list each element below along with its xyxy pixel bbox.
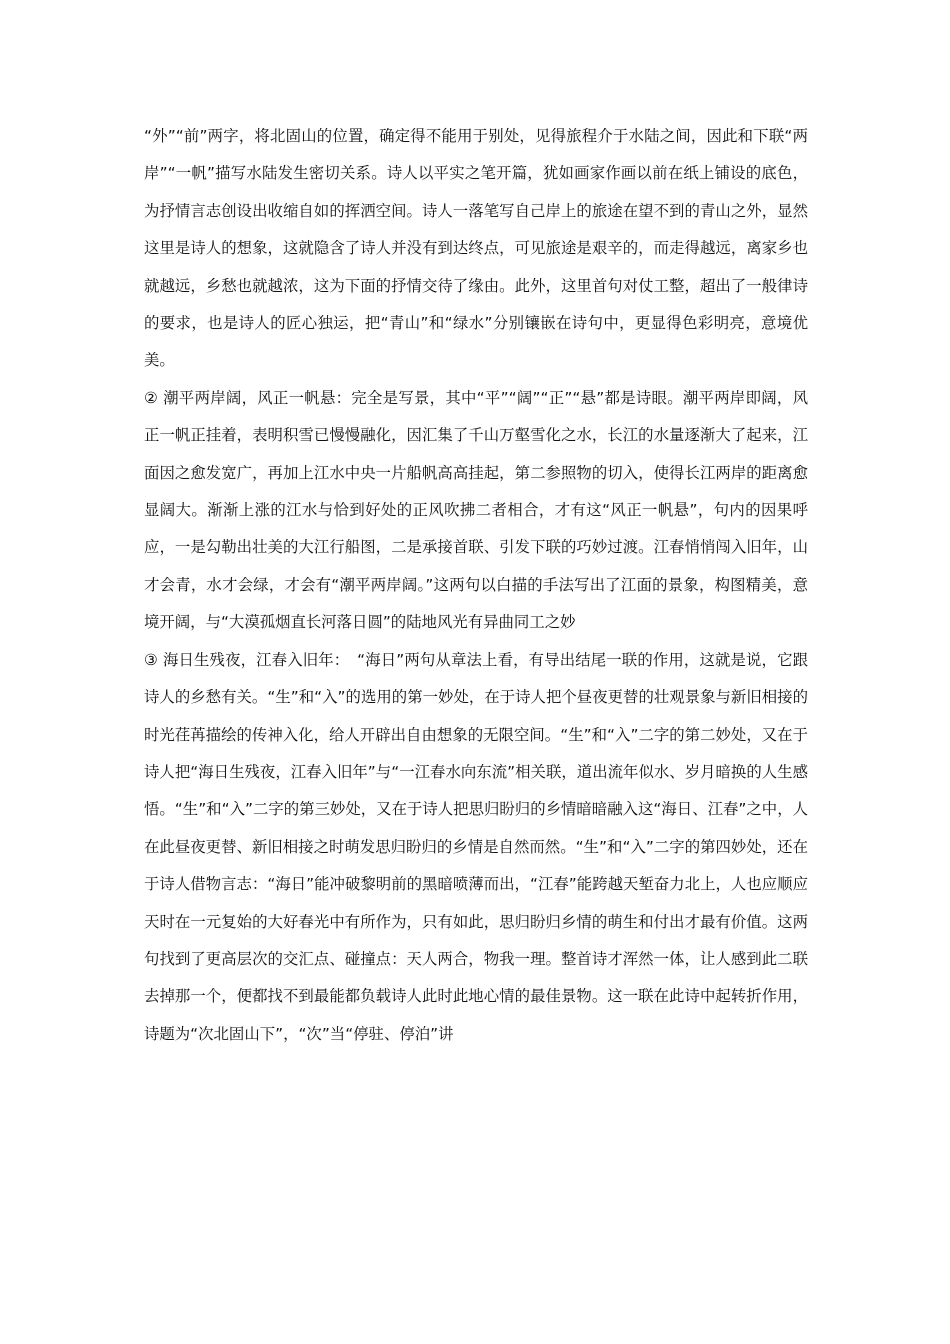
paragraph-analysis-second-couplet: ② 潮平两岸阔，风正一帆悬：完全是写景，其中“平”“阔”“正”“悬”都是诗眼。潮平两岸即阔，风正一帆正挂着，表明积雪已慢慢融化，因汇集了千山万壑雪化之水，长江的水量逐渐大了起来，江面因之愈发宽广，再加上江水中央一片船帆高高挂起，第二参照物的切入，使得长江两岸的距离愈显阔大。渐渐上涨的江水与恰到好处的正风吹拂二者相合，才有这“风正一帆悬”，句内的因果呼应，一是勾勒出壮美的大江行船图，二是承接首联、引发下联的巧妙过渡。江春悄悄闯入旧年，山才会青，水才会绿，才会有“潮平两岸阔。”这两句以白描的手法写出了江面的景象，构图精美，意境开阔，与“大漠孤烟直长河落日圆”的陆地风光有异曲同工之妙 [144,388,808,632]
document-body [144,118,808,1053]
paragraph-analysis-first-couplet: “外”“前”两字，将北固山的位置，确定得不能用于别处，见得旅程介于水陆之间，因此和下联“两岸”“一帆”描写水陆发生密切关系。诗人以平实之笔开篇，犹如画家作画以前在纸上铺设的底色，为抒情言志创设出收缩自如的挥洒空间。诗人一落笔写自己岸上的旅途在望不到的青山之外，显然这里是诗人的想象，这就隐含了诗人并没有到达终点，可见旅途是艰辛的，而走得越远，离家乡也就越远，乡愁也就越浓，这为下面的抒情交待了缘由。此外，这里首句对仗工整，超出了一般律诗的要求，也是诗人的匠心独运，把“青山”和“绿水”分别镶嵌在诗句中，更显得色彩明亮，意境优美。 [144,127,808,370]
paragraph-analysis-third-couplet: ③ 海日生残夜，江春入旧年： “海日”两句从章法上看，有导出结尾一联的作用，这就是说，它跟诗人的乡愁有关。“生”和“入”的选用的第一妙处，在于诗人把个昼夜更替的壮观景象与新旧相接的时光荏苒描绘的传神入化，给人开辟出自由想象的无限空间。“生”和“入”二字的第二妙处，又在于诗人把“海日生残夜，江春入旧年”与“一江春水向东流”相关联，道出流年似水、岁月暗换的人生感悟。“生”和“入”二字的第三妙处，又在于诗人把思归盼归的乡情暗暗融入这“海日、江春”之中，人在此昼夜更替、新旧相接之时萌发思归盼归的乡情是自然而然。“生”和“入”二字的第四妙处，还在于诗人借物言志：“海日”能冲破黎明前的黑暗喷薄而出，“江春”能跨越天堑奋力北上，人也应顺应天时在一元复始的大好春光中有所作为，只有如此，思归盼归乡情的萌生和付出才最有价值。这两句找到了更高层次的交汇点、碰撞点：天人两合，物我一理。整首诗才浑然一体，让人感到此二联去掉那一个，便都找不到最能都负载诗人此时此地心情的最佳景物。这一联在此诗中起转折作用，诗题为“次北固山下”，“次”当“停驻、停泊”讲 [144,650,808,1043]
